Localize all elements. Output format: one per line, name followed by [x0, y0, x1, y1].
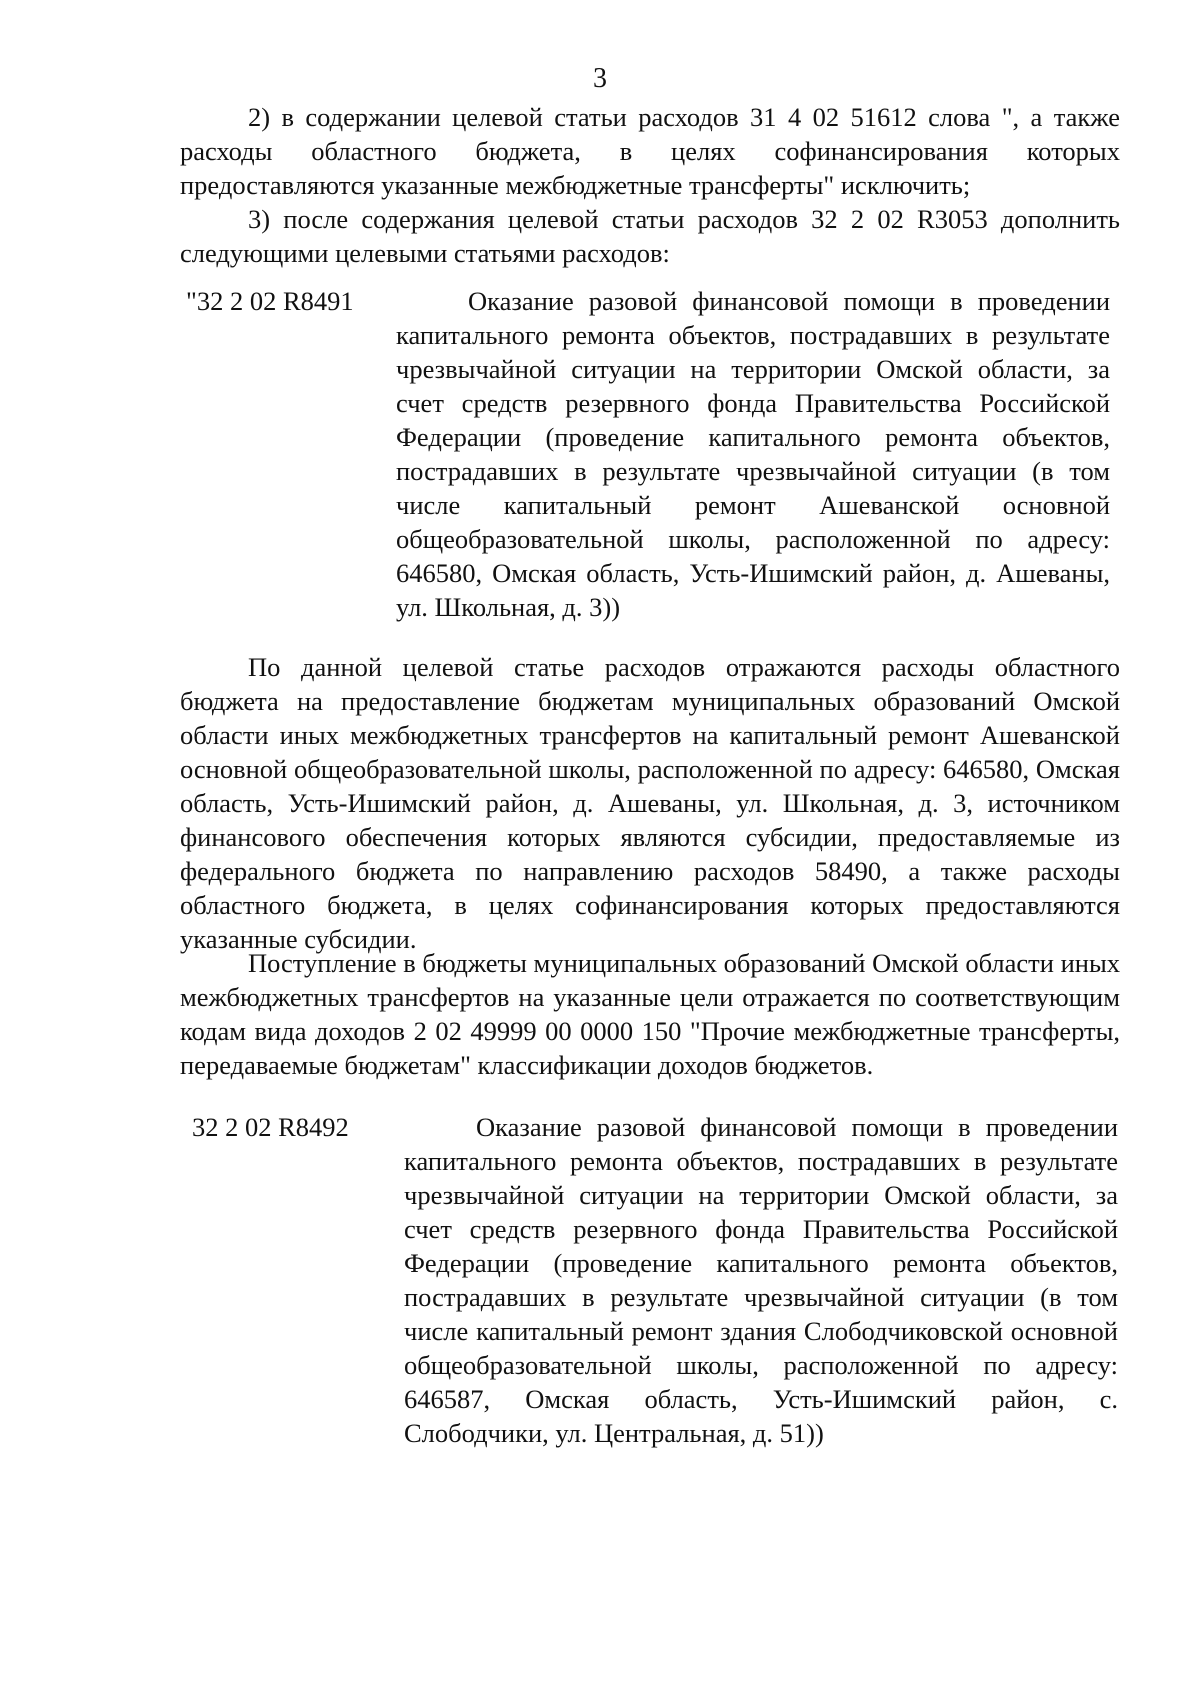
entry-note-r8491-1: По данной целевой статье расходов отражаются расходы областного бюджета на предоставление бюджетам муниципальных образований Омской области иных межбюджетных трансфертов на капитальный ремонт Ашеванской основной общеобразовательной школы, расположенной по адресу: 646580, Омская область, Усть-Ишимский район, д. Ашеваны, ул. Школьная, д. 3, источником финансового обеспечения которых являются субсидии, предоставляемые из федерального бюджета по направлению расходов 58490, а также расходы областного бюджета, в целях софинансирования которых предоставляются указанные субсидии. — [180, 652, 1120, 954]
page-number: 3 — [593, 63, 607, 94]
entry-description-r8492: Оказание разовой финансовой помощи в проведении капитального ремонта объектов, пострадавших в результате чрезвычайной ситуации на территории Омской области, за счет средств резервного фонда Правительства Российской Федерации (проведение капитального ремонта объектов, пострадавших в результате чрезвычайной ситуации (в том числе капитальный ремонт здания Слободчиковской основной общеобразовательной школы, расположенной по адресу: 646587, Омская область, Усть-Ишимский район, с. Слободчики, ул. Центральная, д. 51)) — [404, 1112, 1118, 1448]
entry-code-r8491: "32 2 02 R8491 — [186, 286, 354, 316]
entry-description-r8491: Оказание разовой финансовой помощи в проведении капитального ремонта объектов, пострадавших в результате чрезвычайной ситуации на территории Омской области, за счет средств резервного фонда Правительства Российской Федерации (проведение капитального ремонта объектов, пострадавших в результате чрезвычайной ситуации (в том числе капитальный ремонт Ашеванской основной общеобразовательной школы, расположенной по адресу: 646580, Омская область, Усть-Ишимский район, д. Ашеваны, ул. Школьная, д. 3)) — [396, 286, 1110, 622]
entry-code-r8492: 32 2 02 R8492 — [192, 1112, 349, 1142]
entry-note-r8491-2: Поступление в бюджеты муниципальных образований Омской области иных межбюджетных трансфертов на указанные цели отражается по соответствующим кодам вида доходов 2 02 49999 00 0000 150 "Прочие межбюджетные трансферты, передаваемые бюджетам" классификации доходов бюджетов. — [180, 948, 1120, 1080]
intro-item-3: 3) после содержания целевой статьи расходов 32 2 02 R3053 дополнить следующими целевыми статьями расходов: — [180, 204, 1120, 268]
intro-item-2: 2) в содержании целевой статьи расходов 31 4 02 51612 слова ", а также расходы областного бюджета, в целях софинансирования которых предоставляются указанные межбюджетные трансферты" исключить; — [180, 102, 1120, 200]
